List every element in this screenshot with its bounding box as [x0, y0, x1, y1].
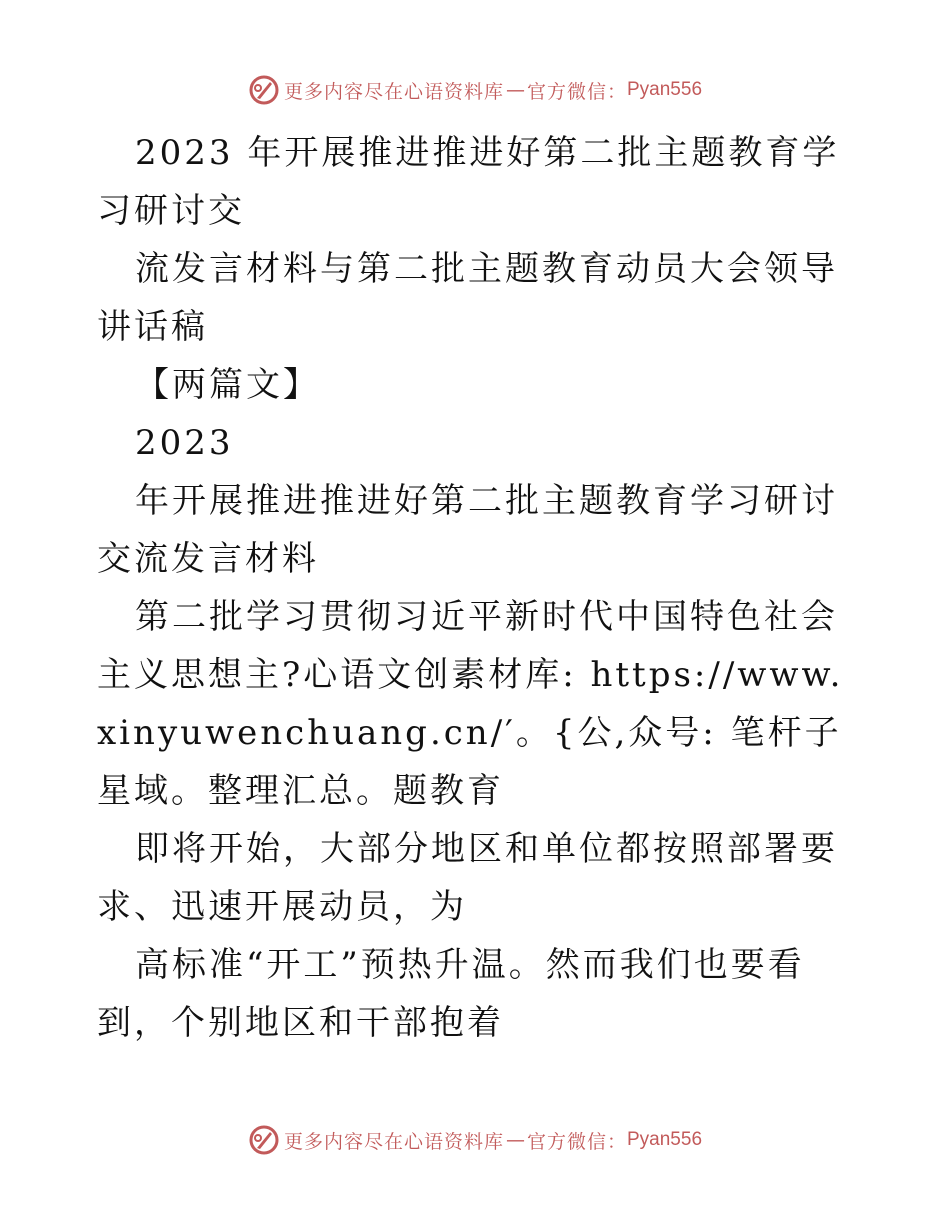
watermark-contact-id: Pyan556 [627, 79, 703, 100]
header-watermark [0, 70, 950, 110]
footer-watermark [0, 1120, 950, 1160]
watermark-contact-label: 官方微信： [526, 80, 627, 103]
paragraph-title: 2023 年开展推进推进好第二批主题教育学习研讨交 [97, 133, 840, 231]
quill-circle-logo-icon [248, 1124, 280, 1156]
paragraph-body-1: 即将开始，大部分地区和单位都按照部署要求、迅速开展动员，为 [97, 829, 838, 927]
paragraph-intro: 第二批学习贯彻习近平新时代中国特色社会主义思想主?心语文创素材库: https://www.xinyuwenchuang.cn/′。{公,众号: 笔杆子星域。整理汇总。题教育 [97, 597, 844, 811]
paragraph-two-articles: 【两篇文】 [135, 365, 320, 405]
paragraph-subtitle: 年开展推进推进好第二批主题教育学习研讨交流发言材料 [97, 481, 838, 579]
watermark-contact-label: 官方微信： [526, 1130, 627, 1153]
paragraph-title-cont: 流发言材料与第二批主题教育动员大会领导讲话稿 [97, 249, 838, 347]
quill-circle-logo-icon [248, 74, 280, 106]
watermark-dash: — [505, 1129, 525, 1151]
paragraph-body-2: 高标准“开工”预热升温。然而我们也要看到，个别地区和干部抱着 [97, 945, 805, 1043]
watermark-site-text: 更多内容尽在心语资料库 [283, 1130, 504, 1153]
document-body [97, 124, 857, 1052]
watermark-contact-id: Pyan556 [627, 1129, 703, 1150]
watermark-dash: — [505, 79, 525, 101]
paragraph-year: 2023 [135, 423, 234, 463]
watermark-site-text: 更多内容尽在心语资料库 [283, 80, 504, 103]
